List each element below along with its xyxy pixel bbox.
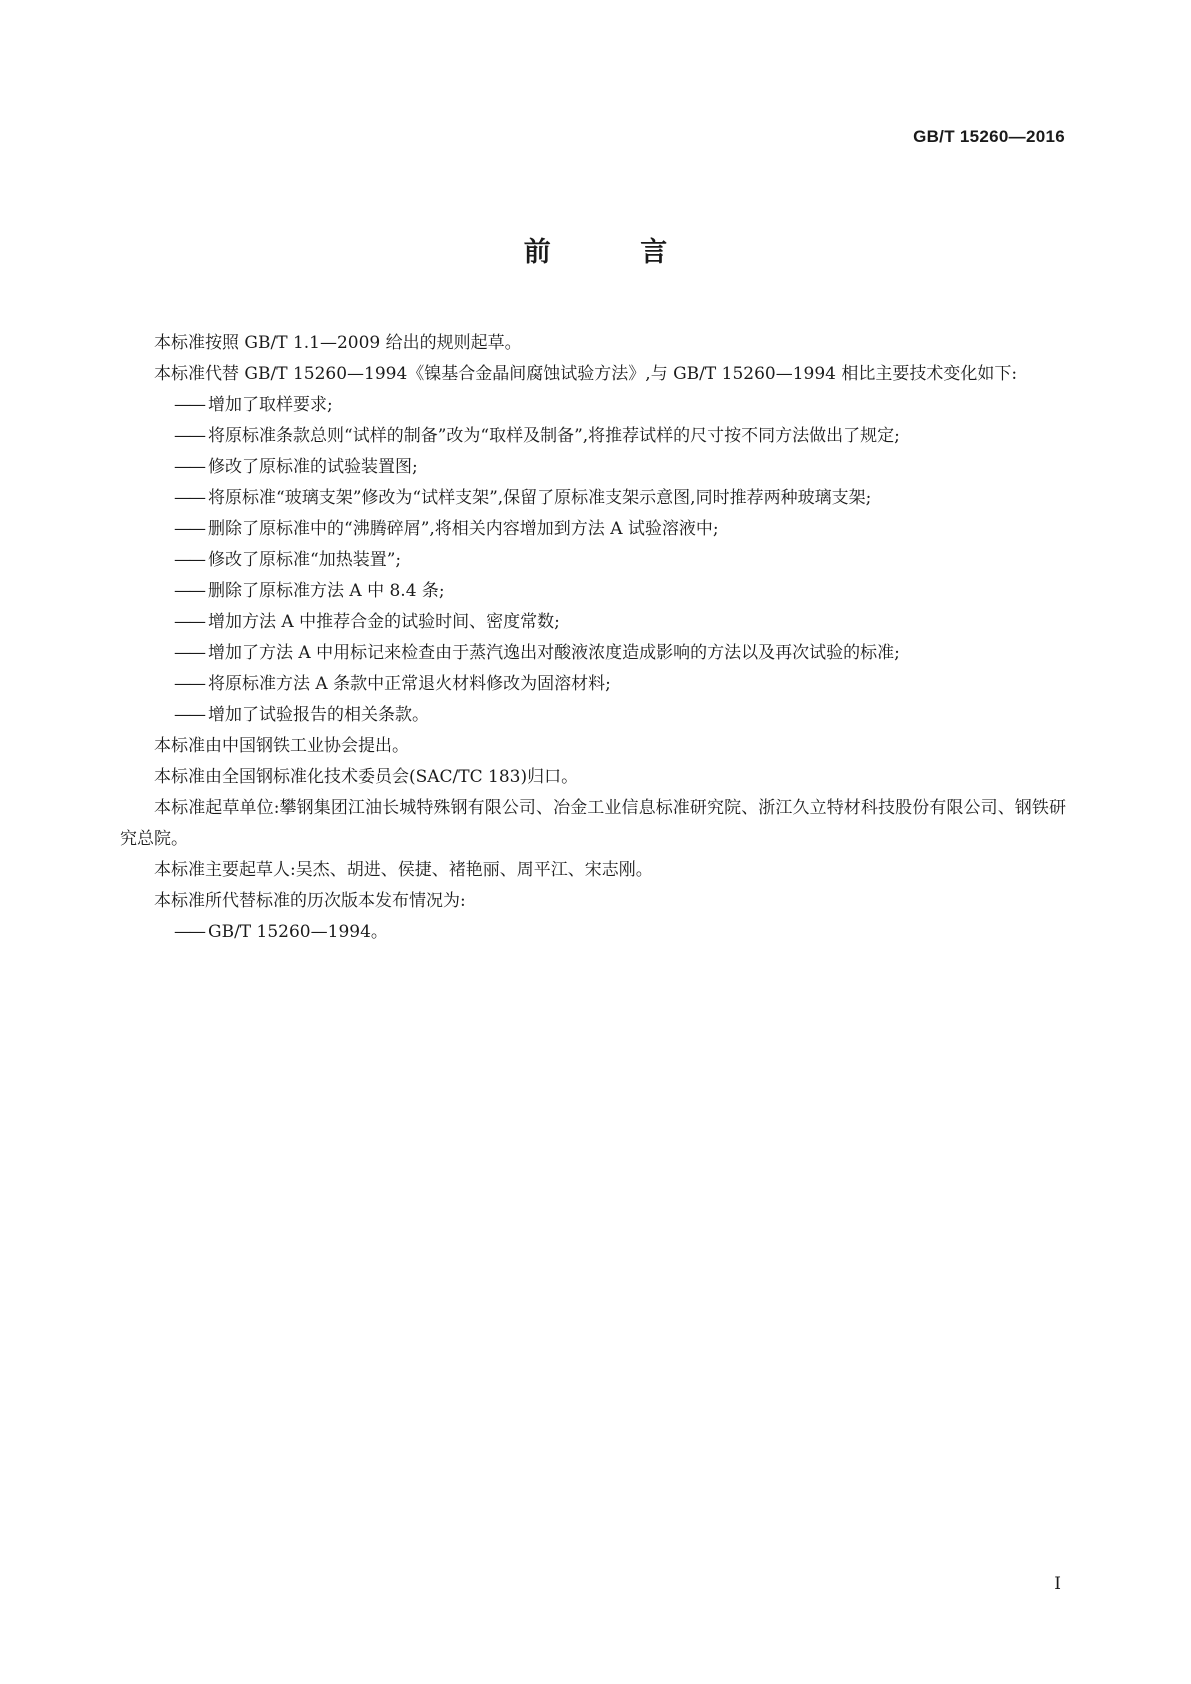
document-body bbox=[120, 328, 1066, 948]
dash-marker: —— bbox=[174, 395, 204, 415]
list-item-text: 修改了原标准“加热装置”; bbox=[208, 550, 402, 570]
list-item-text: 将原标准条款总则“试样的制备”改为“取样及制备”,将推荐试样的尺寸按不同方法做出了规定; bbox=[208, 426, 900, 446]
list-item-text: 将原标准“玻璃支架”修改为“试样支架”,保留了原标准支架示意图,同时推荐两种玻璃支架; bbox=[208, 488, 872, 508]
dash-marker: —— bbox=[174, 581, 204, 601]
dash-marker: —— bbox=[174, 674, 204, 694]
list-item bbox=[120, 390, 1066, 421]
dash-marker: —— bbox=[174, 488, 204, 508]
list-item bbox=[120, 700, 1066, 731]
list-item bbox=[120, 452, 1066, 483]
paragraph-committee: 本标准由全国钢标准化技术委员会(SAC/TC 183)归口。 bbox=[154, 767, 579, 787]
paragraph-drafting-units: 本标准起草单位:攀钢集团江油长城特殊钢有限公司、冶金工业信息标准研究院、浙江久立特材科技股份有限公司、钢铁研究总院。 bbox=[120, 798, 1066, 849]
history-item-text: GB/T 15260—1994。 bbox=[208, 922, 388, 942]
list-item-text: 将原标准方法 A 条款中正常退火材料修改为固溶材料; bbox=[208, 674, 611, 694]
list-item-text: 增加了取样要求; bbox=[208, 395, 333, 415]
paragraph-drafting-rules: 本标准按照 GB/T 1.1—2009 给出的规则起草。 bbox=[154, 333, 522, 353]
list-item-text: 增加方法 A 中推荐合金的试验时间、密度常数; bbox=[208, 612, 560, 632]
list-item bbox=[120, 514, 1066, 545]
dash-marker: —— bbox=[174, 705, 204, 725]
list-item-text: 增加了方法 A 中用标记来检查由于蒸汽逸出对酸液浓度造成影响的方法以及再次试验的标准; bbox=[208, 643, 900, 663]
dash-marker: —— bbox=[174, 922, 204, 942]
list-item bbox=[120, 669, 1066, 700]
paragraph-proposer: 本标准由中国钢铁工业协会提出。 bbox=[154, 736, 409, 756]
dash-marker: —— bbox=[174, 643, 204, 663]
list-item bbox=[120, 483, 1066, 514]
list-item bbox=[120, 576, 1066, 607]
dash-marker: —— bbox=[174, 426, 204, 446]
standard-number: GB/T 15260—2016 bbox=[913, 127, 1065, 146]
dash-marker: —— bbox=[174, 612, 204, 632]
list-item bbox=[120, 421, 1066, 452]
list-item-text: 删除了原标准中的“沸腾碎屑”,将相关内容增加到方法 A 试验溶液中; bbox=[208, 519, 719, 539]
paragraph-drafters: 本标准主要起草人:吴杰、胡进、侯捷、褚艳丽、周平江、宋志刚。 bbox=[154, 860, 653, 880]
dash-marker: —— bbox=[174, 457, 204, 477]
page-title: 前 言 bbox=[523, 237, 708, 268]
list-item bbox=[120, 638, 1066, 669]
list-item bbox=[120, 545, 1066, 576]
history-item bbox=[120, 917, 1066, 948]
list-item-text: 修改了原标准的试验装置图; bbox=[208, 457, 418, 477]
paragraph-replacement-statement: 本标准代替 GB/T 15260—1994《镍基合金晶间腐蚀试验方法》,与 GB/T 15260—1994 相比主要技术变化如下: bbox=[154, 364, 1018, 384]
page-number: I bbox=[1054, 1574, 1061, 1594]
list-item-text: 删除了原标准方法 A 中 8.4 条; bbox=[208, 581, 445, 601]
dash-marker: —— bbox=[174, 550, 204, 570]
list-item-text: 增加了试验报告的相关条款。 bbox=[208, 705, 429, 725]
list-item bbox=[120, 607, 1066, 638]
dash-marker: —— bbox=[174, 519, 204, 539]
paragraph-version-history: 本标准所代替标准的历次版本发布情况为: bbox=[154, 891, 466, 911]
